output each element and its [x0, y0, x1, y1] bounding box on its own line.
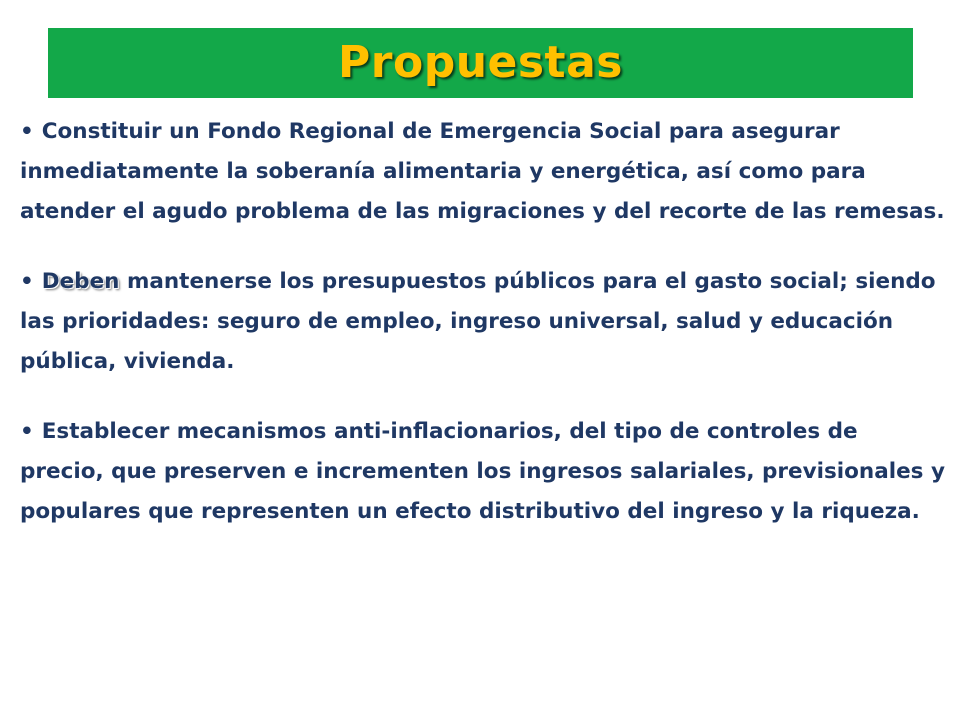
bullet-icon: •: [20, 119, 34, 144]
bullet-text-2: mantenerse los presupuestos públicos para el gasto social; siendo las prioridades: seguro de empleo, ingreso universal, salud y educación pública, vivienda.: [20, 269, 936, 374]
bullet-icon: •: [20, 269, 34, 294]
bullet-text-3: Establecer mecanismos anti-inflacionarios, del tipo de controles de precio, que preserven e incrementen los ingresos salariales, previsionales y populares que representen un efecto distributivo del ingreso y la riqueza.: [20, 419, 945, 524]
bullet-icon: •: [20, 419, 34, 444]
bullet-item-2: [20, 262, 945, 382]
bullet-list: [20, 112, 945, 562]
bullet-lead-2: Deben: [41, 269, 120, 294]
slide-title: Propuestas: [338, 37, 623, 88]
bullet-item-3: [20, 412, 945, 532]
bullet-item-1: [20, 112, 945, 232]
bullet-text-1: Constituir un Fondo Regional de Emergencia Social para asegurar inmediatamente la soberanía alimentaria y energética, así como para atender el agudo problema de las migraciones y del recorte de las remesas.: [20, 119, 945, 224]
title-banner: [48, 28, 913, 98]
